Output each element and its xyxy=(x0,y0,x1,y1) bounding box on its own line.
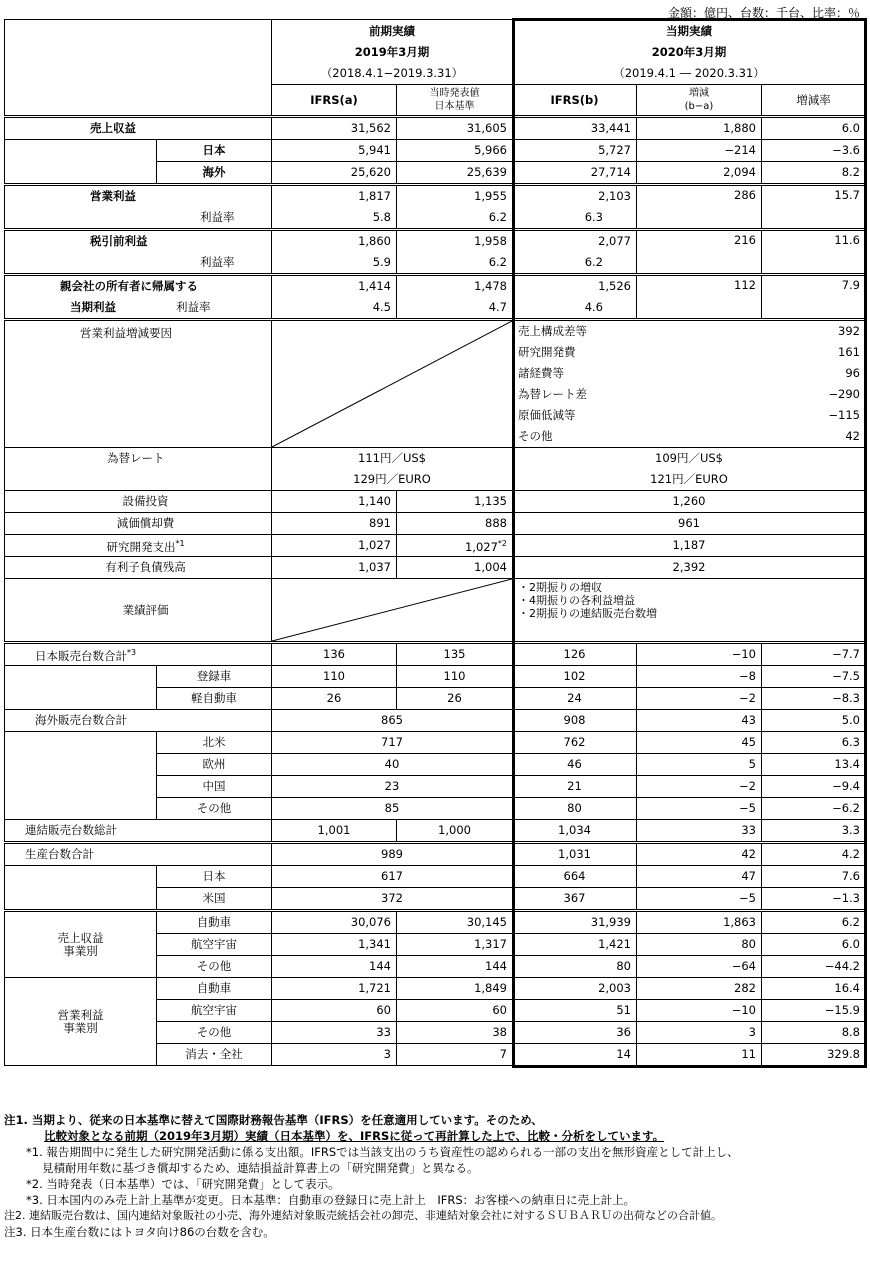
row-jp-sales: 日本販売台数合計$^{*3}$ 136 135 126 −10 −7.7 xyxy=(5,643,866,666)
note-star2: *2. 当時発表（日本基準）では、「研究開発費」として表示。 xyxy=(26,1177,340,1191)
row-os-sales: 海外販売台数合計 865 908 43 5.0 xyxy=(5,710,866,732)
row-seg-rev-auto: 売上収益 事業別 自動車 30,076 30,145 31,939 1,863 6.2 xyxy=(5,911,866,934)
row-op-margin: 利益率 5.8 6.2 6.3 xyxy=(5,207,866,230)
financial-table: 前期実績 当期実績 2019年3月期 2020年3月期 （2018.4.1−2019.3.31） （2019.4.1 ― 2020.3.31） IFRS(a) 当時発表値 日本基準 IFRS(b) 増減 (b−a) 増減率 売上収益 31,562 31,605 33,441 1,880 6.0 日本 5,941 5,966 5,727 −214 −3.6 海外 25,620 25,639 27,714 2,094 8.2 営業利益 1,817 1,955 2,103 286 15.7 利益率 5.8 6.2 6.3 税引前利益 1,860 1,958 2,077 216 11.6 利益率 5.9 6.2 6.2 親会社の所有者に帰属する 1,414 1,478 1,526 112 7.9 当期利益 利益率 4.5 4.7 4.6 営業利益増減要因 売上構成差等 392 研究開発費 161 諸経費等 96 為替レート差 −290 原価低減等 −115 その他 42 為替レート 111円／US$ 109円／US$ 129円／EURO 121円／EURO 設備投資 1,140 1,135 1,260 減価償却費 891 888 961 研究開発支出$^{*1}$ 1,027 1,027$^{*2}$ 1,187 有利子負債残高 1,037 1,004 2,392 業績評価 ・2期振りの増収 ・4期振りの各利益増益 ・2期振りの連結販売台数増 日本販売台数合計$^{*3}$ 136 135 126 −10 −7.7 登録車 110 110 102 −8 −7.5 軽自動車 26 26 24 −2 −8.3 海外販売台数合計 865 908 43 5.0 北米 717 762 45 6.3 欧州 40 46 5 13.4 中国 23 21 −2 −9.4 その他 85 80 −5 −6.2 連結販売台数総計 1,001 1,000 1,034 33 3.3 生産台数合計 989 1,031 42 4.2 日本 617 664 47 7.6 米国 372 367 −5 −1.3 売上収益 事業別 自動車 30,076 30,145 31,939 1,863 6.2 航空宇宙 1,341 1,317 1,421 80 6.0 その他 144 144 80 −64 −44.2 営業利益 事業別 自動車 1,721 1,849 2,003 282 16.4 航空宇宙 60 60 51 −10 −15.9 その他 33 38 36 3 8.8 消去・全社 3 7 14 11 329.8 xyxy=(4,19,866,1066)
col-diff: 増減 (b−a) xyxy=(637,85,762,117)
note-star1-cont: 見積耐用年数に基づき償却するため、連結損益計算書上の「研究開発費」と異なる。 xyxy=(42,1161,479,1175)
evaluation-list: ・2期振りの増収 ・4期振りの各利益増益 ・2期振りの連結販売台数増 xyxy=(513,579,866,643)
note-1-cont: 比較対象となる前期（2019年3月期）実績（日本基準）を、IFRSに従って再計算した上で、比較・分析をしています。 xyxy=(44,1129,665,1143)
row-pretax: 税引前利益 1,860 1,958 2,077 216 11.6 xyxy=(5,230,866,253)
row-revenue-overseas: 海外 25,620 25,639 27,714 2,094 8.2 xyxy=(5,162,866,185)
seg-op-label: 営業利益 事業別 xyxy=(5,978,157,1066)
row-prod-jp: 日本 617 664 47 7.6 xyxy=(5,866,866,888)
note-star3: *3. 日本国内のみ売上計上基準が変更。日本基準：自動車の登録日に売上計上 IFRS：お客様への納車日に売上計上。 xyxy=(26,1193,636,1207)
col-ifrs-b: IFRS(b) xyxy=(513,85,637,117)
row-revenue-japan: 日本 5,941 5,966 5,727 −214 −3.6 xyxy=(5,140,866,162)
row-revenue: 売上収益 31,562 31,605 33,441 1,880 6.0 xyxy=(5,117,866,140)
diagonal-cell-2 xyxy=(272,579,513,643)
row-registered: 登録車 110 110 102 −8 −7.5 xyxy=(5,666,866,688)
row-net-margin: 当期利益 利益率 4.5 4.7 4.6 xyxy=(5,297,866,320)
row-depreciation: 減価償却費 891 888 961 xyxy=(5,513,866,535)
note-2: 注2. 連結販売台数は、国内連結対象販社の小売、海外連結対象販売統括会社の卸売、非連結対象会社に対するＳＵＢＡＲＵの出荷などの合計値。 xyxy=(4,1209,722,1222)
curr-title: 当期実績 xyxy=(513,20,866,43)
seg-rev-label: 売上収益 事業別 xyxy=(5,911,157,978)
row-prod-us: 米国 372 367 −5 −1.3 xyxy=(5,888,866,911)
row-ot: その他 85 80 −5 −6.2 xyxy=(5,798,866,820)
row-pretax-margin: 利益率 5.9 6.2 6.2 xyxy=(5,252,866,275)
note-star1: *1. 報告期間中に発生した研究開発活動に係る支出額。IFRSでは当該支出のうち資産性の認められる一部の支出を無形資産として計上し、 xyxy=(26,1145,739,1159)
row-seg-op-other: その他 33 38 36 3 8.8 xyxy=(5,1022,866,1044)
financial-summary-sheet xyxy=(4,0,866,1280)
prev-title: 前期実績 xyxy=(272,20,513,43)
note-3: 注3. 日本生産台数にはトヨタ向け86の台数を含む。 xyxy=(4,1225,275,1239)
diagonal-cell xyxy=(272,320,513,448)
row-seg-op-elim: 消去・全社 3 7 14 11 329.8 xyxy=(5,1044,866,1066)
row-capex: 設備投資 1,140 1,135 1,260 xyxy=(5,491,866,513)
curr-range: （2019.4.1 ― 2020.3.31） xyxy=(513,63,866,85)
col-jgaap: 当時発表値 日本基準 xyxy=(397,85,513,117)
row-net-income: 親会社の所有者に帰属する 1,414 1,478 1,526 112 7.9 xyxy=(5,275,866,298)
row-rnd: 研究開発支出$^{*1}$ 1,027 1,027$^{*2}$ 1,187 xyxy=(5,535,866,557)
col-ifrs-a: IFRS(a) xyxy=(272,85,397,117)
row-op-factors: 営業利益増減要因 売上構成差等 392 xyxy=(5,320,866,343)
row-seg-op-aero: 航空宇宙 60 60 51 −10 −15.9 xyxy=(5,1000,866,1022)
row-seg-rev-other: その他 144 144 80 −64 −44.2 xyxy=(5,956,866,978)
header-row-1 xyxy=(5,20,866,43)
header-columns xyxy=(5,85,866,117)
footnotes xyxy=(4,1112,864,1240)
row-production: 生産台数合計 989 1,031 42 4.2 xyxy=(5,843,866,866)
row-mini: 軽自動車 26 26 24 −2 −8.3 xyxy=(5,688,866,710)
row-fx: 為替レート 111円／US$ 109円／US$ xyxy=(5,448,866,470)
prev-period: 2019年3月期 xyxy=(272,42,513,63)
row-op-profit: 営業利益 1,817 1,955 2,103 286 15.7 xyxy=(5,185,866,208)
unit-note: 金額：億円、台数：千台、比率：％ xyxy=(667,6,860,20)
row-total-sales: 連結販売台数総計 1,001 1,000 1,034 33 3.3 xyxy=(5,820,866,843)
row-debt: 有利子負債残高 1,037 1,004 2,392 xyxy=(5,557,866,579)
row-na: 北米 717 762 45 6.3 xyxy=(5,732,866,754)
row-seg-op-auto: 営業利益 事業別 自動車 1,721 1,849 2,003 282 16.4 xyxy=(5,978,866,1000)
prev-range: （2018.4.1−2019.3.31） xyxy=(272,63,513,85)
curr-period: 2020年3月期 xyxy=(513,42,866,63)
row-evaluation: 業績評価 ・2期振りの増収 ・4期振りの各利益増益 ・2期振りの連結販売台数増 xyxy=(5,579,866,643)
col-rate: 増減率 xyxy=(762,85,866,117)
note-1: 注1. 当期より、従来の日本基準に替えて国際財務報告基準（IFRS）を任意適用しています。そのため、 xyxy=(4,1113,543,1127)
row-seg-rev-aero: 航空宇宙 1,341 1,317 1,421 80 6.0 xyxy=(5,934,866,956)
row-eu: 欧州 40 46 5 13.4 xyxy=(5,754,866,776)
row-cn: 中国 23 21 −2 −9.4 xyxy=(5,776,866,798)
